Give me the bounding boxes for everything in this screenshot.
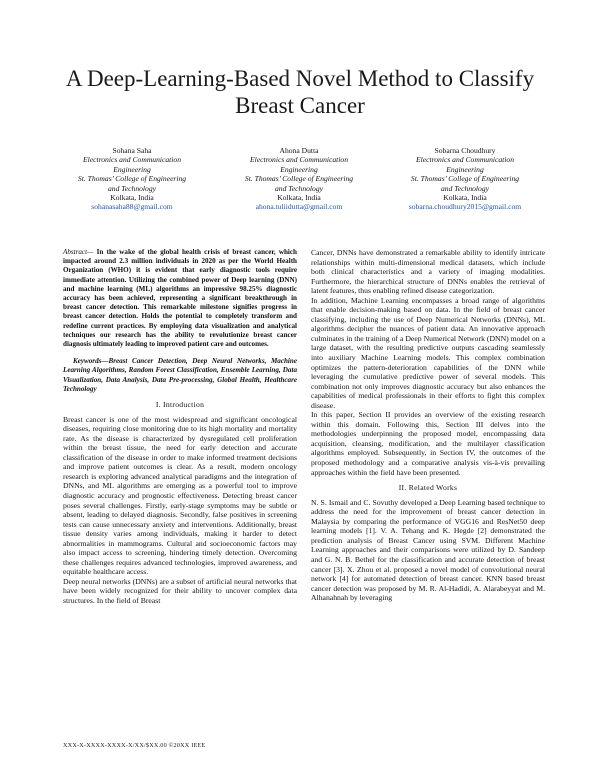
author-dept: Electronics and Communication [415,155,514,165]
author-college: and Technology [274,183,324,193]
author-block-1 [47,146,217,212]
body-paragraph: Deep neural networks (DNNs) are a subset of artificial neural networks that have been widely recognized for their ability to uncover complex data structures. In the field of Breast [63,576,297,606]
author-dept: Engineering [446,164,484,174]
author-email[interactable]: sobarna.choudhury2015@gmail.com [408,202,522,212]
author-city: Kolkata, India [443,193,487,203]
author-college: and Technology [440,183,490,193]
abstract-text: In the wake of the global health crisis of breast cancer, which impacted around 2.3 million individuals in 2020 as per the World Health Organization (WHO) it is evident that early diagnostic tools require immediate attention. Utilizing the combined power of Deep learning (DNN) and machine learning (ML) algorithms an impressive 98.25% diagnostic accuracy has been achieved, representing a significant breakthrough in breast cancer detection. This remarkable milestone signifies progress in breast cancer detection. Holds the potential to completely transform and redefine current practices. By employing data visualization and analytical techniques our research has the ability to revolutionize breast cancer diagnosis ultimately leading to improved patient care and outcomes. [63,248,297,349]
section-heading-related-works: II. Related Works [398,483,458,493]
keywords: Keywords—Breast Cancer Detection, Deep Neural Networks, Machine Learning Algorithms, Random Forest Classification, Ensemble Learning, Data Visualization, Data Analysis, Data Pre-processing, Global Health, Healthcare Technology [63,357,297,393]
author-college: and Technology [107,183,157,193]
abstract [63,248,297,349]
right-column [311,248,545,603]
author-city: Kolkata, India [110,193,154,203]
author-dept: Electronics and Communication [82,155,181,165]
author-dept: Engineering [280,164,318,174]
body-paragraph: In this paper, Section II provides an overview of the existing research within this domain. Following this, Section III delves into the methodologies underpinning the proposed model, encompassing data acquisition, cleansing, modification, and the multilayer classification algorithms employed. Subsequently, in Section IV, the outcomes of the proposed methodology and a comparative analysis vis-à-vis prevailing approaches within the field have been presented. [311,410,545,477]
author-email[interactable]: sohanasaha88@gmail.com [91,202,173,212]
left-column [63,248,297,606]
author-email[interactable]: ahona.tuliidutta@gmail.com [255,202,343,212]
author-name: Sobarna Choudhury [434,146,496,155]
author-name: Ahona Dutta [279,146,319,155]
body-paragraph: In addition, Machine Learning encompasses a broad range of algorithms that enable decision-making based on data. In the field of breast cancer classifying, including the use of Deep Numerical Networks (DNNs), ML algorithms decipher the nuances of patient data. An innovative approach culminates in the training of a Deep Numerical Network (DNN) model on a large dataset, with the resulting predictive outputs cascading seamlessly into auxiliary Machine Learning models. This complex combination optimizes the pattern-deterioration capabilities of the DNN while leveraging the cumulative predictive power of several models. This combination not only improves diagnostic accuracy but also enhances the capabilities of medical professionals in their efforts to fight this complex disease. [311,295,545,410]
author-name: Sohana Saha [112,146,152,155]
author-block-3 [380,146,550,212]
abstract-lead: Abstract— [63,248,94,256]
title-line-2: Breast Cancer [235,93,365,118]
body-paragraph: N. S. Ismail and C. Sovuthy developed a Deep Learning based technique to address the need for the improvement of breast cancer detection in Malaysia by comparing the performance of VGG16 and ResNet50 deep learning models [1]. V. A. Tehang and K. Hegde [2] demonstrated the prediction analysis of Breast Cancer using SVM. Different Machine Learning approaches and their comparisons were utilized by D. Sandeep and G. N. B. Bethel for the classification and accurate detection of breast cancer [3]. X. Zhou et al. proposed a novel model of convolutional neural network [4] for automated detection of breast cancer. KNN based breast cancer detection was proposed by M. R. Al-Hadidi, A. Alarabeyyat and M. Alhanahnah by leveraging [311,497,545,603]
author-college: St. Thomas’ College of Engineering [244,174,354,184]
author-dept: Engineering [113,164,151,174]
author-college: St. Thomas’ College of Engineering [410,174,520,184]
author-block-2 [214,146,384,212]
author-city: Kolkata, India [277,193,321,203]
title-line-1: A Deep-Learning-Based Novel Method to Classify [65,66,535,91]
copyright-footer: XXX-X-XXXX-XXXX-X/XX/$XX.00 ©20XX IEEE [63,742,206,749]
author-dept: Electronics and Communication [249,155,348,165]
paper-title [40,65,560,119]
body-paragraph: Cancer, DNNs have demonstrated a remarkable ability to identify intricate relationships within multi-dimensional medical datasets, which include both clinical characteristics and a variety of imaging modalities. Furthermore, the hierarchical structure of DNNs enables the retrieval of latent features, thus enabling refined disease categorization. [311,248,545,296]
author-college: St. Thomas’ College of Engineering [77,174,187,184]
section-heading-introduction: I. Introduction [155,400,205,410]
body-paragraph: Breast cancer is one of the most widespread and significant oncological diseases, requiring close monitoring due to its high mortality and mortality rate. As the disease is characterized by dysregulated cell proliferation within the breast tissue, the need for early detection and accurate classification of the disease in order to make informed treatment decisions and improve patient outcomes is clear. As a result, modern oncology research is exploring advanced analytical paradigms and the integration of DNNs, and ML algorithms are emerging as a powerful tool to improve diagnostic accuracy and prognostic effectiveness. Detecting breast cancer poses several challenges. Firstly, early-stage symptoms may be subtle or absent, leading to delayed diagnosis. Secondly, false positives in screening tests can cause unnecessary anxiety and interventions. Additionally, breast tissue density varies among individuals, making it harder to detect abnormalities in mammograms. Cultural and socioeconomic factors may also impact access to screening, hindering timely detection. Overcoming these challenges requires advanced technologies, improved awareness, and equitable healthcare access. [63,414,297,577]
